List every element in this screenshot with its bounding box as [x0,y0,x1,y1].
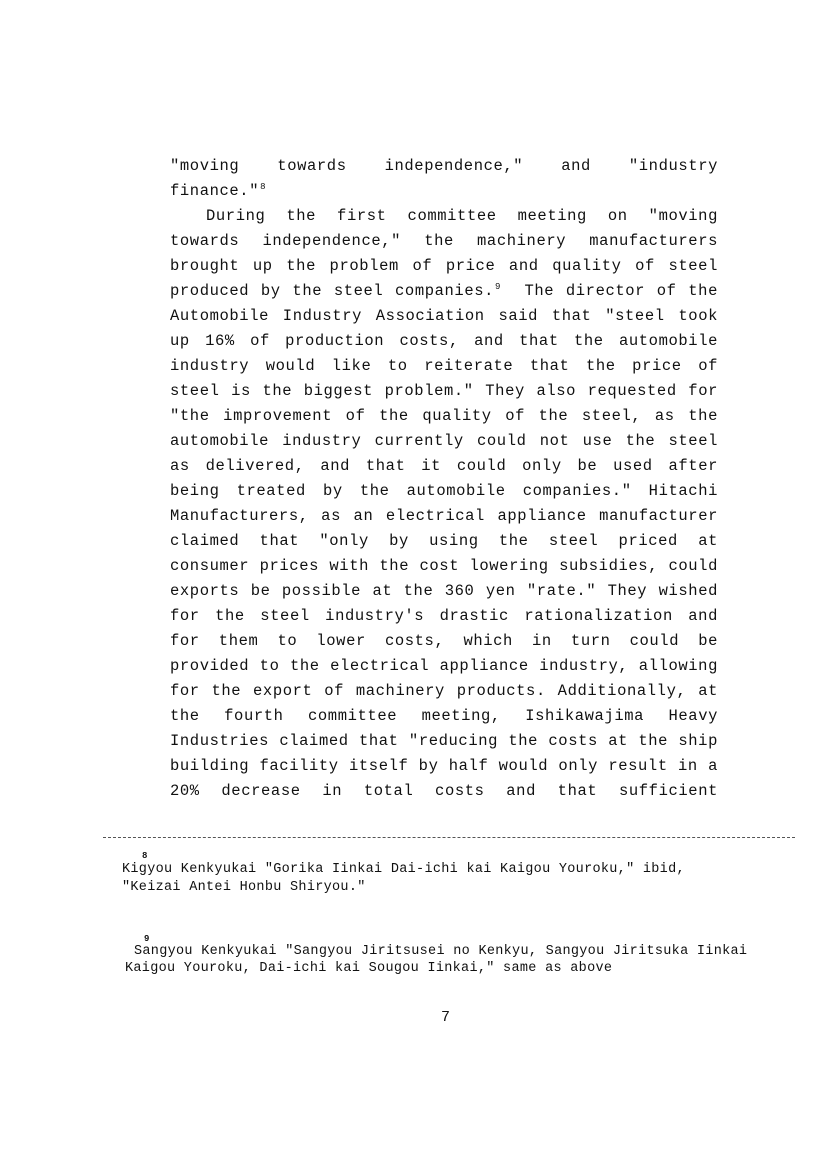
footnote-line: Kaigou Youroku, Dai-ichi kai Sougou Iinkai," same as above [125,961,613,976]
body-line: automobile industry currently could not use the steel [170,432,718,450]
footnote-marker: 9 [144,934,150,944]
body-line: for the steel industry's drastic rationalization and [170,607,718,625]
body-line: for them to lower costs, which in turn could be [170,632,718,650]
body-line-text: produced by the steel companies. [170,282,495,300]
body-line-text: finance." [170,182,260,200]
footnote-ref: 9 [495,281,502,292]
body-line: 20% decrease in total costs and that sufficient [170,782,718,800]
footnote-line: Kigyou Kenkyukai "Gorika Iinkai Dai-ichi kai Kaigou Youroku," ibid, [122,862,685,877]
footnote-line: "Keizai Antei Honbu Shiryou." [122,880,366,895]
body-line: provided to the electrical appliance industry, allowing [170,657,718,675]
body-line: claimed that "only by using the steel priced at [170,532,718,550]
body-line: Manufacturers, as an electrical appliance manufacturer [170,507,718,525]
footnote-line: Sangyou Kenkyukai "Sangyou Jiritsusei no Kenkyu, Sangyou Jiritsuka Iinkai [134,944,748,959]
body-line: being treated by the automobile companies." Hitachi [170,482,718,500]
body-line: During the first committee meeting on "moving [206,207,718,225]
footnote-separator [103,837,795,838]
body-line: building facility itself by half would only result in a [170,757,718,775]
body-line: steel is the biggest problem." They also requested for [170,382,718,400]
body-line [170,181,718,201]
body-line: Automobile Industry Association said that "steel took [170,307,718,325]
page-number: 7 [441,1009,451,1026]
body-line: Industries claimed that "reducing the costs at the ship [170,732,718,750]
body-line: industry would like to reiterate that the price of [170,357,718,375]
body-line: "moving towards independence," and "industry [170,157,718,175]
footnote-ref: 8 [260,181,267,192]
footnote-marker: 8 [142,851,148,861]
body-line: brought up the problem of price and quality of steel [170,257,718,275]
body-line: for the export of machinery products. Additionally, at [170,682,718,700]
body-line: "the improvement of the quality of the steel, as the [170,407,718,425]
body-line: towards independence," the machinery manufacturers [170,232,718,250]
body-line: consumer prices with the cost lowering subsidies, could [170,557,718,575]
body-line [170,281,718,301]
body-line: up 16% of production costs, and that the automobile [170,332,718,350]
body-line: as delivered, and that it could only be used after [170,457,718,475]
body-line: the fourth committee meeting, Ishikawajima Heavy [170,707,718,725]
body-line-text: The director of the [524,282,718,300]
body-line: exports be possible at the 360 yen "rate." They wished [170,582,718,600]
